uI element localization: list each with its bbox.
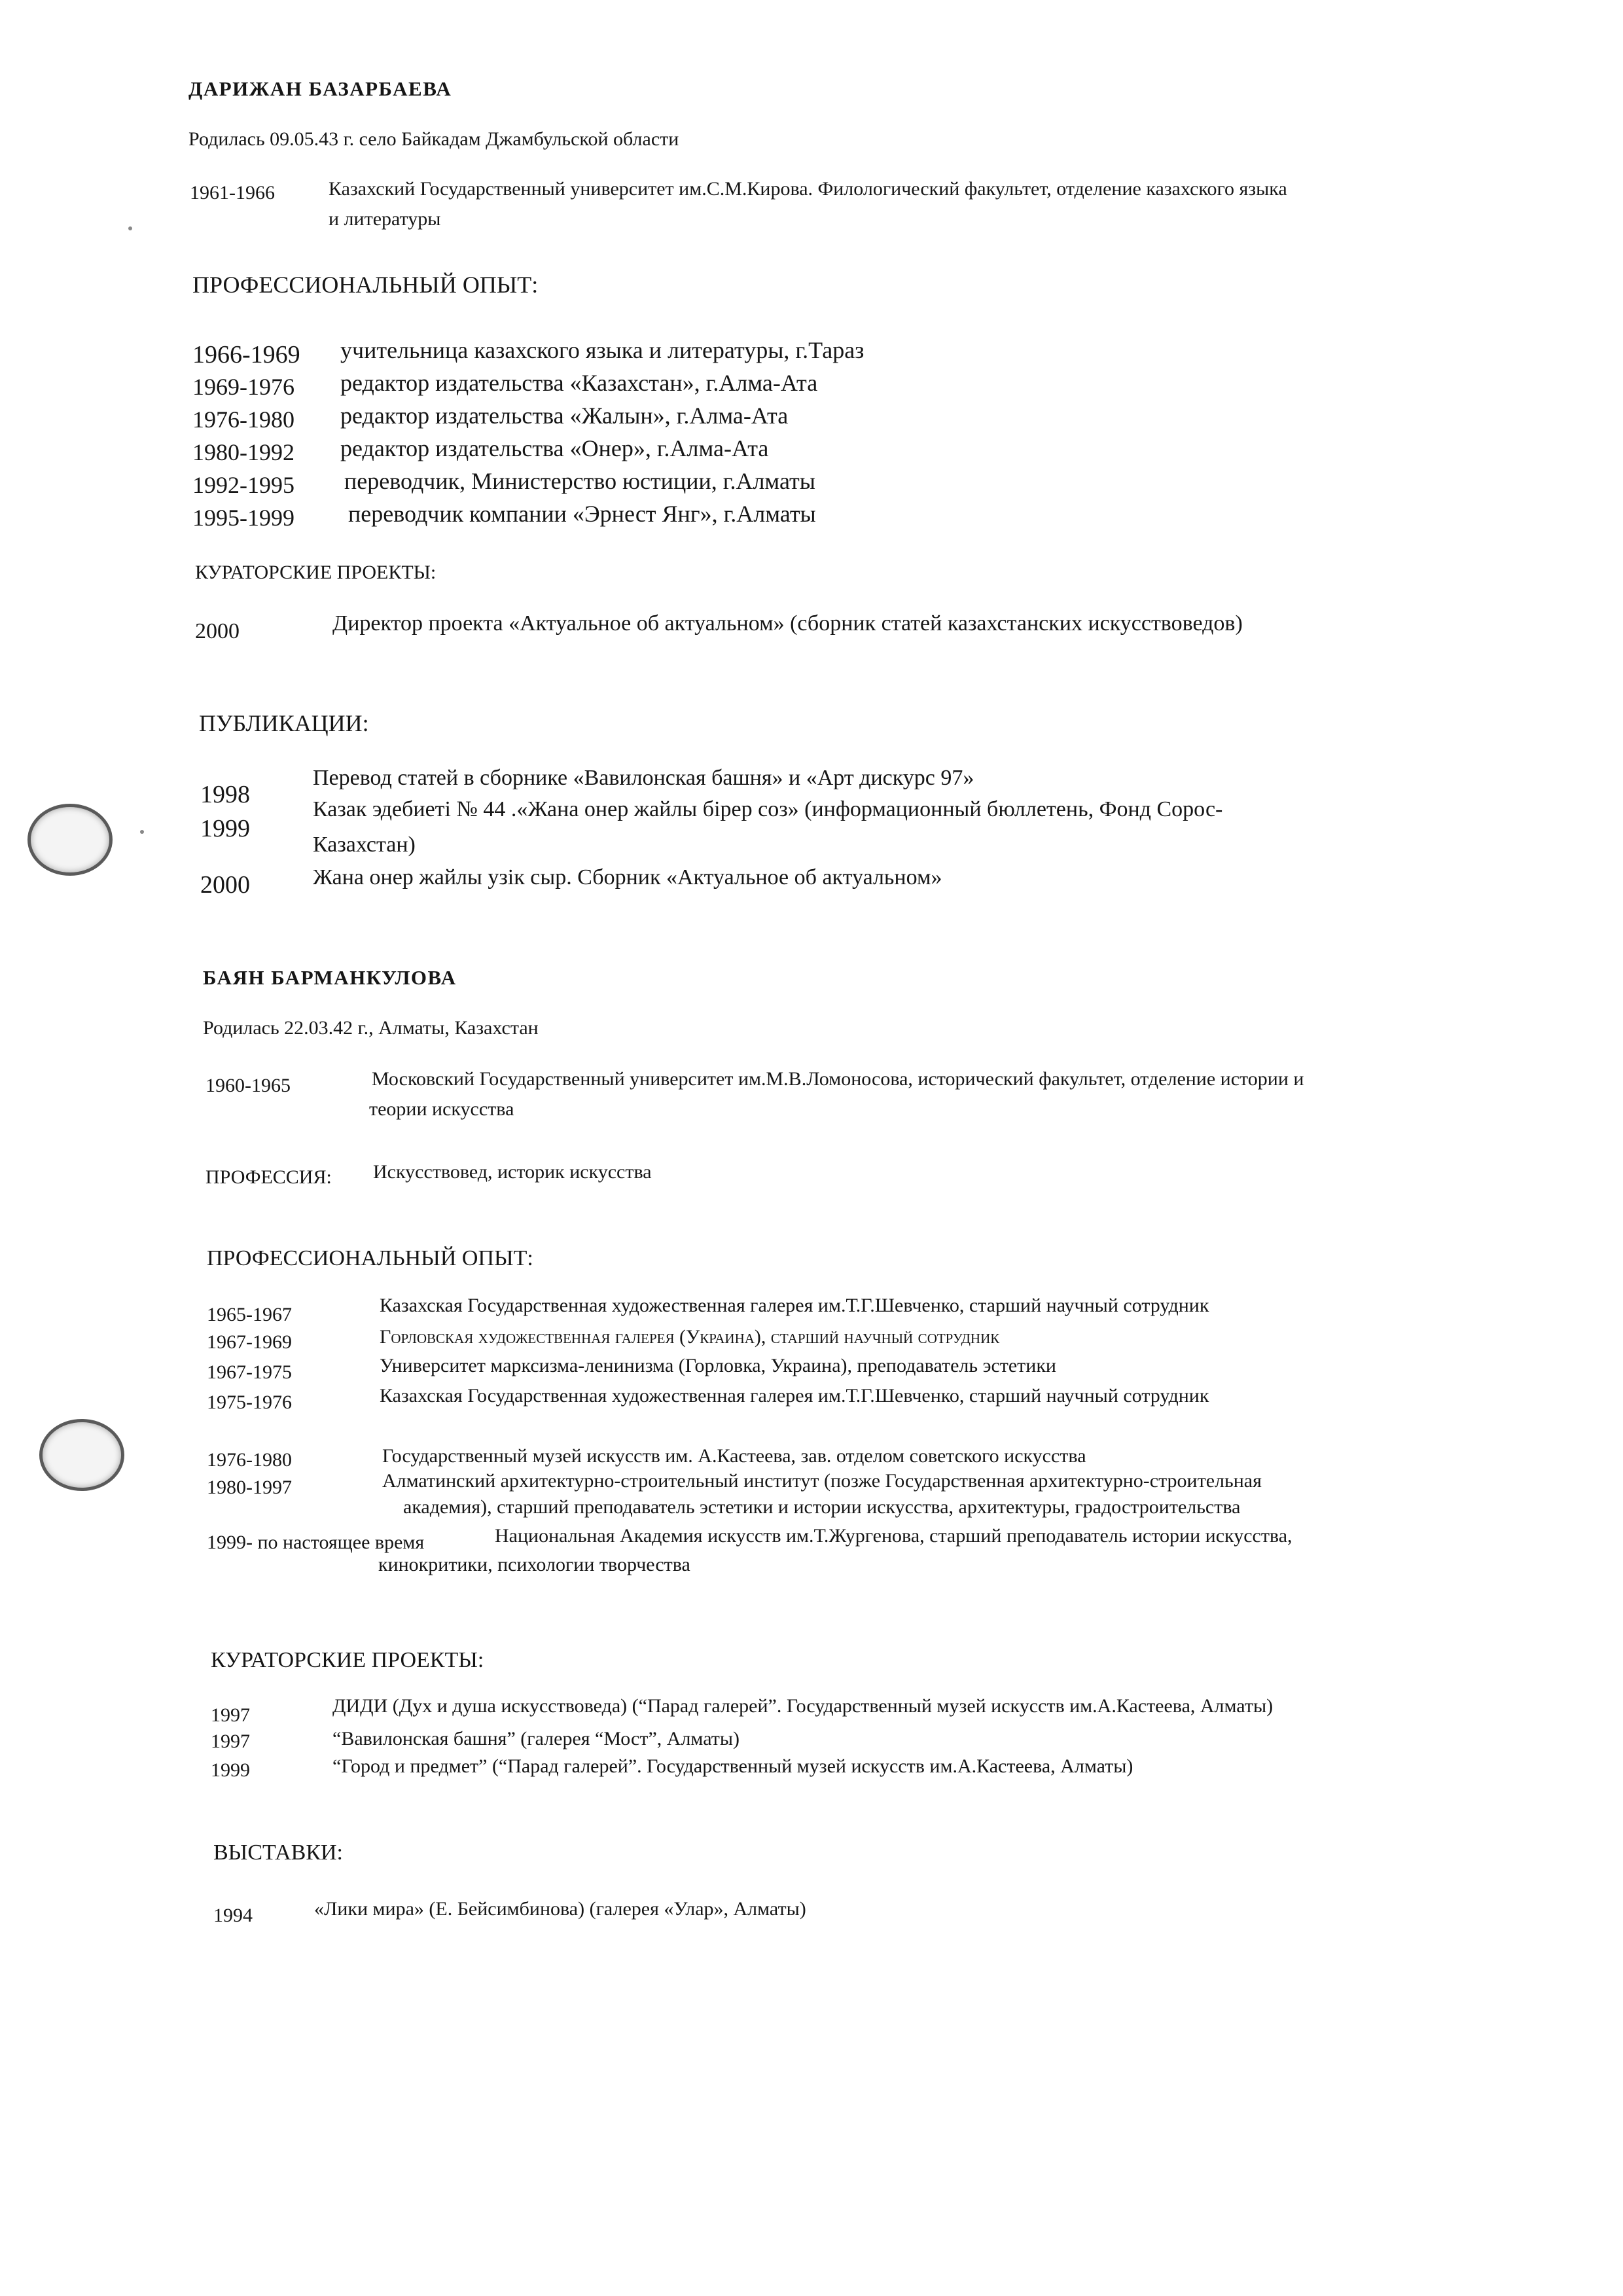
person1-education (190, 178, 1577, 243)
curatorial-years: 1997 (211, 1731, 250, 1752)
experience-text: учительница казахского языка и литературы, г.Тараз (340, 337, 865, 363)
experience-text: редактор издательства «Жалын», г.Алма-Ата (340, 403, 789, 429)
person1-curatorial-list (195, 611, 1504, 644)
curatorial-text: “Город и предмет” (“Парад галерей”. Государственный музей искусств им.А.Кастеева, Алматы) (332, 1755, 1133, 1777)
person1-education-line2: и литературы (329, 208, 441, 230)
person1-publications-heading: ПУБЛИКАЦИИ: (199, 710, 369, 736)
experience-years: 1965-1967 (207, 1304, 292, 1325)
experience-years: 1976-1980 (207, 1449, 292, 1471)
experience-years: 1975-1976 (207, 1391, 292, 1413)
experience-text: Государственный музей искусств им. А.Кастеева, зав. отделом советского искусства (382, 1445, 1086, 1467)
publication-text: Казак эдебиеті № 44 .«Жана онер жайлы бірер соз» (информационный бюллетень, Фонд Сорос- (313, 797, 1223, 821)
experience-years: 1999- по настоящее время (207, 1532, 425, 1553)
person1-curatorial-heading: КУРАТОРСКИЕ ПРОЕКТЫ: (195, 562, 437, 583)
person2-birth: Родилась 22.03.42 г., Алматы, Казахстан (203, 1017, 539, 1039)
experience-years: 1995-1999 (192, 505, 294, 531)
profession-label: ПРОФЕССИЯ: (205, 1166, 332, 1188)
curatorial-years: 1997 (211, 1704, 250, 1726)
experience-text-continued: кинокритики, психологии творчества (378, 1554, 690, 1575)
experience-text: Национальная Академия искусств им.Т.Жургенова, старший преподаватель истории искусства, (495, 1525, 1293, 1547)
experience-text-continued: академия), старший преподаватель эстетики и истории искусства, архитектуры, градостроительства (403, 1496, 1241, 1518)
person2-curatorial-heading: КУРАТОРСКИЕ ПРОЕКТЫ: (211, 1648, 484, 1672)
experience-years: 1992-1995 (192, 472, 294, 498)
person2-education (205, 1068, 1593, 1134)
person2-name: БАЯН БАРМАНКУЛОВА (203, 966, 457, 989)
experience-years: 1980-1992 (192, 439, 294, 465)
person2-education-line2: теории искусства (369, 1098, 514, 1120)
person2-exhibitions-heading: ВЫСТАВКИ: (213, 1840, 343, 1865)
experience-years: 1966-1969 (192, 341, 300, 368)
person1-experience-list (192, 336, 1109, 533)
publication-years: 1999 (200, 815, 250, 842)
person2-education-years: 1960-1965 (205, 1075, 291, 1096)
experience-text: редактор издательства «Казахстан», г.Алма-Ата (340, 370, 818, 396)
person2-experience-heading: ПРОФЕССИОНАЛЬНЫЙ ОПЫТ: (207, 1246, 533, 1270)
punch-hole-bottom (39, 1419, 124, 1491)
publication-text: Перевод статей в сборнике «Вавилонская башня» и «Арт дискурс 97» (313, 766, 974, 790)
person1-publications-list (200, 766, 1509, 910)
experience-text: Горловская художественная галерея (Украина), старший научный сотрудник (380, 1326, 1000, 1348)
experience-years: 1976-1980 (192, 406, 294, 433)
exhibition-text: «Лики мира» (Е. Бейсимбинова) (галерея «Улар», Алматы) (314, 1898, 806, 1920)
experience-text: редактор издательства «Онер», г.Алма-Ата (340, 435, 769, 461)
person2-exhibitions-list (213, 1898, 1260, 1931)
profession-value: Искусствовед, историк искусства (373, 1161, 652, 1183)
experience-text: Казахская Государственная художественная галерея им.Т.Г.Шевченко, старший научный сотрудник (380, 1295, 1209, 1316)
experience-text: Алматинский архитектурно-строительный институт (позже Государственная архитектурно-строительная (382, 1470, 1262, 1492)
curatorial-text: Директор проекта «Актуальное об актуальном» (сборник статей казахстанских искусствоведов) (332, 611, 1243, 636)
experience-years: 1980-1997 (207, 1477, 292, 1498)
experience-text: переводчик компании «Эрнест Янг», г.Алматы (348, 501, 816, 527)
person2-experience-list (207, 1295, 1594, 1589)
scan-speck (128, 226, 132, 230)
curatorial-years: 1999 (211, 1759, 250, 1781)
curatorial-text: ДИДИ (Дух и душа искусствоведа) (“Парад галерей”. Государственный музей искусств им.А.Кастеева, Алматы) (332, 1695, 1274, 1717)
exhibition-years: 1994 (213, 1905, 253, 1926)
person2-profession (205, 1161, 991, 1190)
experience-years: 1969-1976 (192, 374, 294, 400)
punch-hole-top (27, 804, 113, 876)
publication-text-continued: Казахстан) (313, 833, 416, 857)
experience-text: Казахская Государственная художественная галерея им.Т.Г.Шевченко, старший научный сотрудник (380, 1385, 1209, 1407)
experience-text: Университет марксизма-ленинизма (Горловка, Украина), преподаватель эстетики (380, 1355, 1056, 1376)
person1-name: ДАРИЖАН БАЗАРБАЕВА (188, 77, 452, 100)
publication-years: 1998 (200, 781, 250, 808)
publication-years: 2000 (200, 871, 250, 899)
person1-education-line1: Казахский Государственный университет им.С.М.Кирова. Филологический факультет, отделение казахского языка (329, 178, 1287, 200)
experience-years: 1967-1975 (207, 1361, 292, 1383)
person1-education-years: 1961-1966 (190, 182, 275, 204)
person1-birth: Родилась 09.05.43 г. село Байкадам Джамбульской области (188, 128, 679, 150)
person1-experience-heading: ПРОФЕССИОНАЛЬНЫЙ ОПЫТ: (192, 272, 539, 298)
curatorial-text: “Вавилонская башня” (галерея “Мост”, Алматы) (332, 1728, 740, 1749)
experience-years: 1967-1969 (207, 1331, 292, 1353)
person2-curatorial-list (211, 1695, 1598, 1787)
experience-text: переводчик, Министерство юстиции, г.Алматы (344, 468, 815, 494)
publication-text: Жана онер жайлы узік сыр. Сборник «Актуальное об актуальном» (313, 865, 942, 889)
curatorial-years: 2000 (195, 619, 240, 643)
person2-education-line1: Московский Государственный университет им.М.В.Ломоносова, исторический факультет, отделение истории и (372, 1068, 1304, 1090)
scan-speck (140, 830, 144, 834)
